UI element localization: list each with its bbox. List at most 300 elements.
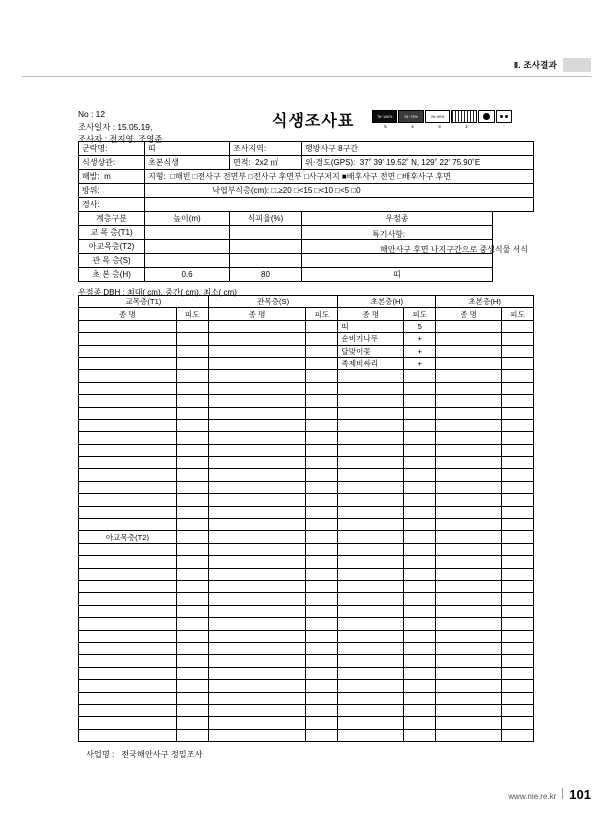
species-name-h1[interactable] xyxy=(338,667,404,679)
community-value[interactable]: 띠 xyxy=(145,142,230,156)
species-name-s[interactable] xyxy=(208,494,306,506)
species-cover-h1[interactable] xyxy=(404,605,436,617)
species-name-h1[interactable] xyxy=(338,580,404,592)
strata-cover-t2[interactable] xyxy=(230,240,302,254)
species-name-h1[interactable] xyxy=(338,593,404,605)
species-name-s[interactable] xyxy=(208,407,306,419)
species-name-h1[interactable] xyxy=(338,543,404,555)
species-cover-h1[interactable] xyxy=(404,580,436,592)
species-name-t1[interactable] xyxy=(79,407,177,419)
species-cover-h2[interactable] xyxy=(502,692,534,704)
species-name-t1[interactable] xyxy=(79,506,177,518)
species-name-s[interactable] xyxy=(208,729,306,741)
species-cover-h2[interactable] xyxy=(502,580,534,592)
species-name-h1[interactable] xyxy=(338,395,404,407)
species-cover-h2[interactable] xyxy=(502,568,534,580)
species-name-s[interactable] xyxy=(208,568,306,580)
species-name-h1[interactable] xyxy=(338,506,404,518)
species-cover-h2[interactable] xyxy=(502,630,534,642)
species-cover-s[interactable] xyxy=(306,655,338,667)
species-cover-h1[interactable] xyxy=(404,395,436,407)
species-cover-h2[interactable] xyxy=(502,469,534,481)
species-name-t1[interactable] xyxy=(79,543,177,555)
species-name-h1[interactable] xyxy=(338,494,404,506)
species-name-h2[interactable] xyxy=(436,593,502,605)
species-cover-h1[interactable] xyxy=(404,382,436,394)
species-cover-t1[interactable] xyxy=(176,345,208,357)
species-name-s[interactable] xyxy=(208,345,306,357)
species-cover-h1[interactable]: + xyxy=(404,333,436,345)
species-cover-t1[interactable] xyxy=(176,568,208,580)
species-cover-t1[interactable] xyxy=(176,457,208,469)
physiognomy-value[interactable]: 초본식생 xyxy=(145,156,230,170)
species-cover-h1[interactable] xyxy=(404,419,436,431)
species-name-t1[interactable] xyxy=(79,717,177,729)
species-name-h2[interactable] xyxy=(436,432,502,444)
species-name-h2[interactable] xyxy=(436,357,502,369)
species-name-h2[interactable] xyxy=(436,717,502,729)
species-name-t1[interactable] xyxy=(79,605,177,617)
species-cover-s[interactable] xyxy=(306,692,338,704)
footer-site[interactable]: www.nie.re.kr xyxy=(508,792,557,801)
species-name-s[interactable] xyxy=(208,481,306,493)
species-name-h1[interactable] xyxy=(338,729,404,741)
species-cover-t1[interactable] xyxy=(176,605,208,617)
species-cover-h2[interactable] xyxy=(502,642,534,654)
species-name-t1[interactable] xyxy=(79,469,177,481)
species-name-h2[interactable] xyxy=(436,494,502,506)
species-cover-h1[interactable]: + xyxy=(404,357,436,369)
species-cover-h1[interactable] xyxy=(404,667,436,679)
species-cover-s[interactable] xyxy=(306,519,338,531)
species-name-h2[interactable] xyxy=(436,667,502,679)
species-cover-s[interactable] xyxy=(306,642,338,654)
aspect-label[interactable]: 방위: xyxy=(79,184,145,198)
species-name-h1[interactable] xyxy=(338,469,404,481)
species-name-s[interactable] xyxy=(208,395,306,407)
species-name-t1[interactable] xyxy=(79,692,177,704)
species-cover-s[interactable] xyxy=(306,593,338,605)
species-name-t1[interactable] xyxy=(79,432,177,444)
species-cover-h1[interactable] xyxy=(404,407,436,419)
species-cover-s[interactable] xyxy=(306,395,338,407)
species-cover-s[interactable] xyxy=(306,543,338,555)
species-cover-h2[interactable] xyxy=(502,655,534,667)
species-name-h1[interactable] xyxy=(338,407,404,419)
species-name-s[interactable] xyxy=(208,593,306,605)
species-name-t1[interactable] xyxy=(79,568,177,580)
species-cover-t1[interactable] xyxy=(176,481,208,493)
species-name-h2[interactable] xyxy=(436,618,502,630)
strata-cover-h[interactable]: 80 xyxy=(230,268,302,282)
species-name-h2[interactable] xyxy=(436,680,502,692)
species-cover-h2[interactable] xyxy=(502,618,534,630)
species-cover-s[interactable] xyxy=(306,333,338,345)
species-name-h1[interactable] xyxy=(338,556,404,568)
species-cover-t1[interactable] xyxy=(176,704,208,716)
species-name-s[interactable] xyxy=(208,333,306,345)
species-name-h2[interactable] xyxy=(436,556,502,568)
species-cover-t1[interactable] xyxy=(176,370,208,382)
species-cover-h2[interactable] xyxy=(502,457,534,469)
species-name-h1[interactable] xyxy=(338,519,404,531)
species-name-s[interactable] xyxy=(208,444,306,456)
species-cover-h2[interactable] xyxy=(502,704,534,716)
species-cover-h2[interactable] xyxy=(502,717,534,729)
species-cover-h2[interactable] xyxy=(502,357,534,369)
species-cover-h2[interactable] xyxy=(502,556,534,568)
species-cover-s[interactable] xyxy=(306,481,338,493)
species-name-h2[interactable] xyxy=(436,320,502,332)
species-cover-t1[interactable] xyxy=(176,729,208,741)
species-cover-h2[interactable] xyxy=(502,333,534,345)
species-name-h2[interactable] xyxy=(436,345,502,357)
species-cover-s[interactable] xyxy=(306,469,338,481)
species-cover-t1[interactable] xyxy=(176,618,208,630)
species-cover-h2[interactable] xyxy=(502,667,534,679)
species-name-t1[interactable] xyxy=(79,642,177,654)
species-cover-h2[interactable] xyxy=(502,320,534,332)
species-name-h2[interactable] xyxy=(436,457,502,469)
species-name-h1[interactable] xyxy=(338,618,404,630)
species-name-t1[interactable] xyxy=(79,680,177,692)
species-name-t1[interactable] xyxy=(79,357,177,369)
col-header-name-s: 종 명 xyxy=(208,308,306,320)
species-cover-h1[interactable] xyxy=(404,494,436,506)
species-name-t1[interactable] xyxy=(79,481,177,493)
species-cover-h2[interactable] xyxy=(502,506,534,518)
species-cover-s[interactable] xyxy=(306,667,338,679)
species-cover-t1[interactable] xyxy=(176,630,208,642)
species-cover-h1[interactable] xyxy=(404,692,436,704)
gps-cell[interactable] xyxy=(302,156,534,170)
species-name-s[interactable] xyxy=(208,382,306,394)
topography-options[interactable]: □해빈 □전사구 전면부 □전사구 후면부 □사구저지 ■배후사구 전면 □배후사구 후면 xyxy=(170,172,451,181)
species-cover-h1[interactable] xyxy=(404,370,436,382)
species-name-h1[interactable] xyxy=(338,531,404,543)
species-name-s[interactable] xyxy=(208,506,306,518)
species-cover-h2[interactable] xyxy=(502,494,534,506)
species-cover-t1[interactable] xyxy=(176,717,208,729)
species-name-s[interactable] xyxy=(208,605,306,617)
strata-height-s[interactable] xyxy=(145,254,230,268)
species-cover-s[interactable] xyxy=(306,432,338,444)
species-name-t1[interactable] xyxy=(79,382,177,394)
species-name-h2[interactable] xyxy=(436,704,502,716)
species-cover-t1[interactable] xyxy=(176,642,208,654)
species-name-t1[interactable] xyxy=(79,704,177,716)
species-name-h2[interactable] xyxy=(436,444,502,456)
species-cover-h1[interactable] xyxy=(404,506,436,518)
species-cover-h2[interactable] xyxy=(502,419,534,431)
species-name-h1[interactable] xyxy=(338,630,404,642)
species-cover-t1[interactable] xyxy=(176,494,208,506)
species-name-s[interactable] xyxy=(208,469,306,481)
strata-height-t2[interactable] xyxy=(145,240,230,254)
species-name-t1[interactable] xyxy=(79,618,177,630)
species-cover-h2[interactable] xyxy=(502,345,534,357)
species-cover-s[interactable] xyxy=(306,717,338,729)
species-cover-s[interactable] xyxy=(306,605,338,617)
species-cover-h2[interactable] xyxy=(502,444,534,456)
species-name-s[interactable] xyxy=(208,531,306,543)
species-name-t1[interactable] xyxy=(79,655,177,667)
species-name-t1[interactable] xyxy=(79,444,177,456)
species-cover-h1[interactable] xyxy=(404,630,436,642)
species-name-t1[interactable] xyxy=(79,494,177,506)
species-cover-s[interactable] xyxy=(306,704,338,716)
species-name-s[interactable] xyxy=(208,457,306,469)
legend-num-4: 4 xyxy=(411,124,414,129)
species-cover-t1[interactable] xyxy=(176,395,208,407)
species-cover-t1[interactable] xyxy=(176,543,208,555)
species-cover-s[interactable] xyxy=(306,494,338,506)
species-cover-t1[interactable] xyxy=(176,506,208,518)
species-name-h2[interactable] xyxy=(436,605,502,617)
species-cover-h2[interactable] xyxy=(502,395,534,407)
species-cover-h1[interactable] xyxy=(404,531,436,543)
species-name-s[interactable] xyxy=(208,543,306,555)
strata-dominant-h[interactable]: 띠 xyxy=(302,268,493,282)
species-name-s[interactable] xyxy=(208,419,306,431)
species-cover-t1[interactable] xyxy=(176,444,208,456)
species-cover-h1[interactable] xyxy=(404,457,436,469)
species-name-h1[interactable] xyxy=(338,680,404,692)
species-cover-h1[interactable] xyxy=(404,543,436,555)
strata-height-t1[interactable] xyxy=(145,226,230,240)
species-cover-s[interactable] xyxy=(306,320,338,332)
species-cover-s[interactable] xyxy=(306,729,338,741)
species-cover-h1[interactable] xyxy=(404,432,436,444)
species-cover-s[interactable] xyxy=(306,580,338,592)
plot-area-value[interactable]: 2x2 ㎡ xyxy=(255,158,279,167)
species-cover-t1[interactable] xyxy=(176,519,208,531)
species-name-s[interactable] xyxy=(208,717,306,729)
species-name-s[interactable] xyxy=(208,519,306,531)
species-cover-h1[interactable] xyxy=(404,704,436,716)
species-name-s[interactable] xyxy=(208,432,306,444)
species-name-h1[interactable] xyxy=(338,717,404,729)
species-name-h2[interactable] xyxy=(436,395,502,407)
species-name-t1[interactable] xyxy=(79,320,177,332)
species-name-h2[interactable] xyxy=(436,333,502,345)
species-name-t1[interactable] xyxy=(79,519,177,531)
species-name-h2[interactable] xyxy=(436,642,502,654)
species-cover-t1[interactable] xyxy=(176,407,208,419)
species-cover-s[interactable] xyxy=(306,531,338,543)
species-name-h1[interactable]: 순비기나무 xyxy=(338,333,404,345)
species-name-t1[interactable] xyxy=(79,580,177,592)
species-cover-t1[interactable] xyxy=(176,531,208,543)
species-name-s[interactable] xyxy=(208,630,306,642)
species-cover-h2[interactable] xyxy=(502,432,534,444)
header-divider xyxy=(22,76,591,77)
species-name-h1[interactable]: 족제비싸리 xyxy=(338,357,404,369)
species-name-h2[interactable] xyxy=(436,519,502,531)
slope-value[interactable] xyxy=(145,198,534,212)
species-cover-s[interactable] xyxy=(306,407,338,419)
species-cover-t1[interactable] xyxy=(176,580,208,592)
species-name-h1[interactable] xyxy=(338,444,404,456)
species-name-s[interactable] xyxy=(208,580,306,592)
remark-body[interactable]: 해안사구 후면 나지구간으로 중생식물 서식 xyxy=(380,245,528,254)
species-cover-h1[interactable] xyxy=(404,444,436,456)
species-cover-h2[interactable] xyxy=(502,370,534,382)
species-name-h2[interactable] xyxy=(436,382,502,394)
species-name-h1[interactable]: 띠 xyxy=(338,320,404,332)
species-cover-s[interactable] xyxy=(306,680,338,692)
species-cover-h2[interactable] xyxy=(502,481,534,493)
species-name-h1[interactable] xyxy=(338,382,404,394)
species-name-s[interactable] xyxy=(208,667,306,679)
species-name-h1[interactable] xyxy=(338,370,404,382)
species-name-s[interactable] xyxy=(208,370,306,382)
species-cover-t1[interactable] xyxy=(176,593,208,605)
species-name-s[interactable] xyxy=(208,704,306,716)
species-cover-t1[interactable] xyxy=(176,333,208,345)
species-cover-h2[interactable] xyxy=(502,407,534,419)
species-name-t1[interactable] xyxy=(79,345,177,357)
species-cover-t1[interactable] xyxy=(176,692,208,704)
species-name-h2[interactable] xyxy=(436,692,502,704)
species-cover-h1[interactable] xyxy=(404,642,436,654)
species-name-h1[interactable] xyxy=(338,655,404,667)
species-cover-h1[interactable] xyxy=(404,481,436,493)
species-name-h2[interactable] xyxy=(436,543,502,555)
species-name-h2[interactable] xyxy=(436,568,502,580)
species-cover-h2[interactable] xyxy=(502,593,534,605)
species-cover-h1[interactable] xyxy=(404,469,436,481)
species-name-h2[interactable] xyxy=(436,506,502,518)
species-name-h2[interactable] xyxy=(436,469,502,481)
species-cover-s[interactable] xyxy=(306,444,338,456)
species-name-h1[interactable]: 달맞이꽃 xyxy=(338,345,404,357)
species-name-t1[interactable] xyxy=(79,667,177,679)
species-name-h1[interactable] xyxy=(338,642,404,654)
species-cover-h1[interactable] xyxy=(404,618,436,630)
species-name-h2[interactable] xyxy=(436,729,502,741)
species-cover-h1[interactable]: 5 xyxy=(404,320,436,332)
species-cover-h1[interactable]: + xyxy=(404,345,436,357)
species-name-t1[interactable] xyxy=(79,457,177,469)
altitude-value[interactable]: m xyxy=(104,172,111,181)
species-name-s[interactable] xyxy=(208,618,306,630)
species-cover-h1[interactable] xyxy=(404,655,436,667)
species-cover-t1[interactable] xyxy=(176,419,208,431)
species-cover-h1[interactable] xyxy=(404,717,436,729)
strata-cover-t1[interactable] xyxy=(230,226,302,240)
species-name-h2[interactable] xyxy=(436,370,502,382)
species-cover-s[interactable] xyxy=(306,568,338,580)
species-name-h1[interactable] xyxy=(338,692,404,704)
species-cover-h1[interactable] xyxy=(404,680,436,692)
species-cover-h1[interactable] xyxy=(404,593,436,605)
species-name-t1[interactable] xyxy=(79,630,177,642)
species-cover-s[interactable] xyxy=(306,419,338,431)
species-cover-s[interactable] xyxy=(306,345,338,357)
species-name-h1[interactable] xyxy=(338,432,404,444)
species-name-h1[interactable] xyxy=(338,704,404,716)
species-name-t1[interactable] xyxy=(79,370,177,382)
species-name-h2[interactable] xyxy=(436,419,502,431)
species-cover-s[interactable] xyxy=(306,630,338,642)
species-name-h1[interactable] xyxy=(338,568,404,580)
species-cover-h2[interactable] xyxy=(502,605,534,617)
species-cover-t1[interactable] xyxy=(176,357,208,369)
species-cover-t1[interactable] xyxy=(176,655,208,667)
species-name-t1[interactable] xyxy=(79,593,177,605)
species-name-t1[interactable] xyxy=(79,556,177,568)
species-cover-s[interactable] xyxy=(306,506,338,518)
species-cover-s[interactable] xyxy=(306,457,338,469)
species-name-s[interactable] xyxy=(208,556,306,568)
species-cover-h2[interactable] xyxy=(502,680,534,692)
species-name-h2[interactable] xyxy=(436,630,502,642)
species-cover-h2[interactable] xyxy=(502,729,534,741)
species-cover-s[interactable] xyxy=(306,370,338,382)
species-cover-t1[interactable] xyxy=(176,432,208,444)
species-cover-h2[interactable] xyxy=(502,382,534,394)
species-cover-h1[interactable] xyxy=(404,729,436,741)
species-cover-h2[interactable] xyxy=(502,531,534,543)
strata-cover-s[interactable] xyxy=(230,254,302,268)
area-value[interactable]: 행방사구 8구간 xyxy=(302,142,534,156)
species-name-h2[interactable] xyxy=(436,655,502,667)
species-cover-s[interactable] xyxy=(306,357,338,369)
litter-layer-label[interactable]: 낙엽부식층(cm): □.≥20 □<15 □<10 □<5 □0 xyxy=(212,186,361,195)
species-cover-s[interactable] xyxy=(306,556,338,568)
topography-cell[interactable] xyxy=(145,170,534,184)
species-name-s[interactable] xyxy=(208,357,306,369)
species-cover-t1[interactable] xyxy=(176,469,208,481)
species-name-h1[interactable] xyxy=(338,457,404,469)
species-cover-h1[interactable] xyxy=(404,519,436,531)
species-cover-h2[interactable] xyxy=(502,519,534,531)
species-name-t1[interactable] xyxy=(79,419,177,431)
species-cover-t1[interactable] xyxy=(176,556,208,568)
litter-cell[interactable] xyxy=(145,184,534,198)
species-cover-h1[interactable] xyxy=(404,568,436,580)
gps-value[interactable]: 37˚ 39′ 19.52˚ N, 129˚ 22′ 75.90˚E xyxy=(359,158,481,167)
species-name-h2[interactable] xyxy=(436,481,502,493)
species-cover-s[interactable] xyxy=(306,382,338,394)
species-name-s[interactable] xyxy=(208,692,306,704)
species-name-h2[interactable] xyxy=(436,407,502,419)
species-name-s[interactable] xyxy=(208,642,306,654)
species-name-h1[interactable] xyxy=(338,605,404,617)
species-name-t1[interactable] xyxy=(79,729,177,741)
altitude-cell[interactable] xyxy=(79,170,145,184)
species-name-h2[interactable] xyxy=(436,580,502,592)
species-cover-t1[interactable] xyxy=(176,667,208,679)
species-cover-h2[interactable] xyxy=(502,543,534,555)
species-name-s[interactable] xyxy=(208,680,306,692)
species-name-h1[interactable] xyxy=(338,481,404,493)
species-name-h1[interactable] xyxy=(338,419,404,431)
species-name-t1[interactable] xyxy=(79,395,177,407)
species-name-s[interactable] xyxy=(208,655,306,667)
species-name-s[interactable] xyxy=(208,320,306,332)
slope-label[interactable]: 경사: xyxy=(79,198,145,212)
species-name-h2[interactable] xyxy=(436,531,502,543)
species-cover-t1[interactable] xyxy=(176,382,208,394)
strata-height-h[interactable]: 0.6 xyxy=(145,268,230,282)
species-cover-t1[interactable] xyxy=(176,320,208,332)
species-cover-t1[interactable] xyxy=(176,680,208,692)
species-name-t1[interactable] xyxy=(79,333,177,345)
species-cover-h1[interactable] xyxy=(404,556,436,568)
species-cover-s[interactable] xyxy=(306,618,338,630)
